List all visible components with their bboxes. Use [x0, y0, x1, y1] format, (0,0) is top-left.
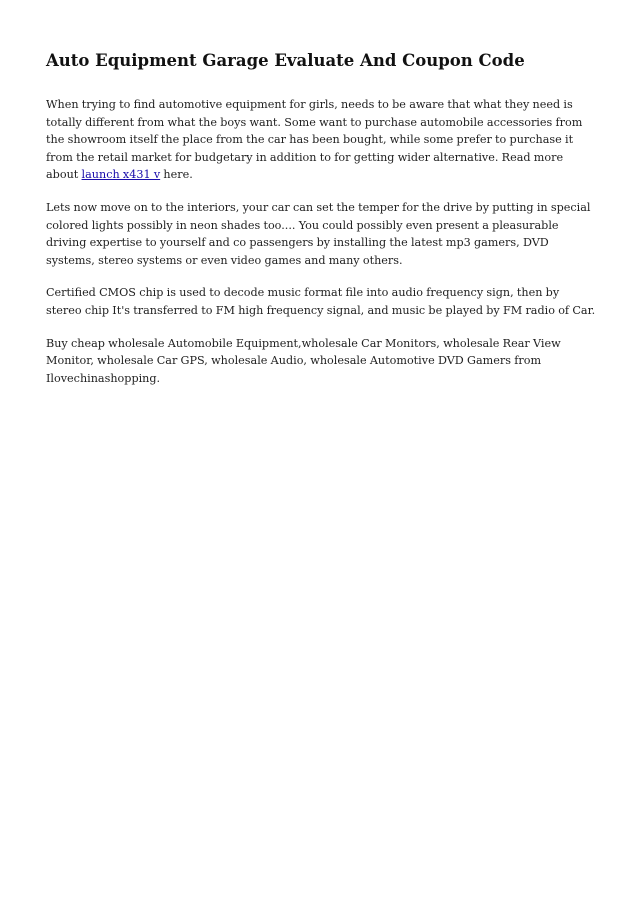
paragraph-intro-text-before: When trying to find automotive equipment for girls, needs to be aware that what they need is totally different from what the boys want. Some want to purchase automobile accessories from the showroom itself the place from the car has been bought, while some prefer to purchase it from the retail market for budgetary in addition to for getting wider alternative. Read more about	[46, 98, 583, 182]
document-page	[46, 50, 596, 402]
document-title: Auto Equipment Garage Evaluate And Coupon Code	[46, 51, 525, 70]
paragraph-cmos-chip: Certified CMOS chip is used to decode music format file into audio frequency sign, then by stereo chip It's transferred to FM high frequency signal, and music be played by FM radio of Car.	[46, 286, 596, 317]
paragraph-intro	[46, 96, 596, 184]
paragraph-interiors: Lets now move on to the interiors, your car can set the temper for the drive by putting in special colored lights possibly in neon shades too.... You could possibly even present a pleasurable driving expertise to yourself and co passengers by installing the latest mp3 gamers, DVD systems, stereo systems or even video games and many others.	[46, 200, 591, 267]
paragraph-intro-text-after: here.	[160, 168, 193, 182]
paragraph-wholesale: Buy cheap wholesale Automobile Equipment,wholesale Car Monitors, wholesale Rear View Monitor, wholesale Car GPS, wholesale Audio, wholesale Automotive DVD Gamers from Ilovechinashopping.	[46, 336, 561, 385]
launch-x431-link[interactable]: launch x431 v	[81, 168, 161, 182]
